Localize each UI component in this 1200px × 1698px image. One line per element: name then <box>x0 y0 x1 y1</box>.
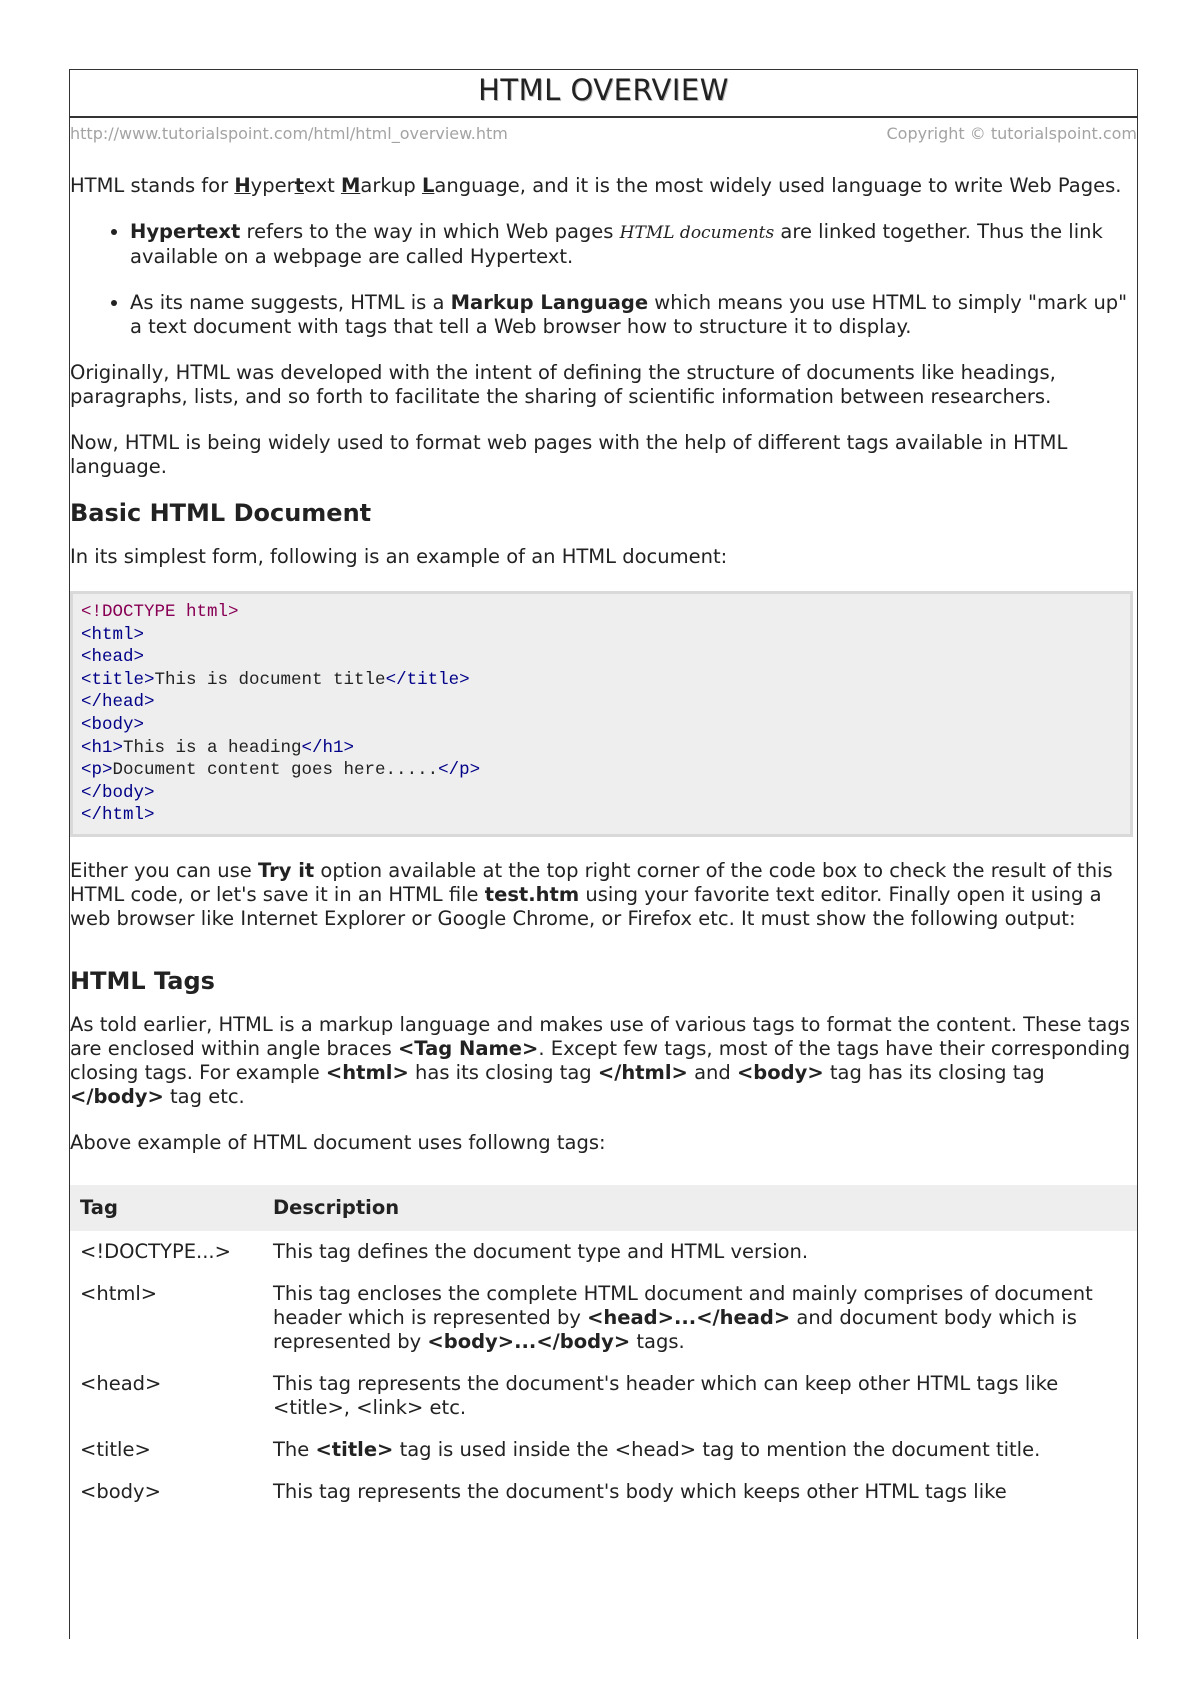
code-line: <title>This is document title</title> <box>81 669 470 690</box>
section-heading-tags: HTML Tags <box>70 966 215 995</box>
section-heading-basic: Basic HTML Document <box>70 499 372 527</box>
article-body <box>70 174 1137 1513</box>
description-cell: This tag encloses the complete HTML document and mainly comprises of document header which is represented by <head>...</head> and document body which is represented by <body>...</body> tags. <box>273 1281 1093 1353</box>
code-line: </body> <box>81 782 155 803</box>
column-header-tag: Tag <box>70 1185 263 1231</box>
list-item: • As its name suggests, HTML is a Markup Language which means you use HTML to simply "mark up" a text document with tags that tell a Web browser how to structure it to display. <box>130 291 1137 339</box>
copyright-text: Copyright © tutorialspoint.com <box>886 124 1137 143</box>
section-intro: In its simplest form, following is an example of an HTML document: <box>70 545 728 568</box>
description-cell: The <title> tag is used inside the <head> tag to mention the document title. <box>273 1437 1041 1461</box>
page-title: HTML OVERVIEW <box>70 70 1137 118</box>
code-box[interactable] <box>70 591 1133 837</box>
code-line: </head> <box>81 692 155 713</box>
table-row <box>70 1471 1137 1513</box>
table-row <box>70 1363 1137 1429</box>
tags-paragraph: As told earlier, HTML is a markup language and makes use of various tags to format the content. These tags are enclosed within angle braces <Tag Name>. Except few tags, most of the tags have their corresponding closing tags. For example <html> has its closing tag </html> and <body> tag has its closing tag </body> tag etc. <box>70 1012 1131 1108</box>
table-intro: Above example of HTML document uses followng tags: <box>70 1130 606 1154</box>
table-row <box>70 1429 1137 1471</box>
source-url[interactable]: http://www.tutorialspoint.com/html/html_overview.htm <box>70 124 508 143</box>
page-meta <box>70 118 1137 150</box>
description-cell: This tag represents the document's body which keeps other HTML tags like <box>273 1479 1007 1503</box>
history-paragraph: Originally, HTML was developed with the intent of defining the structure of documents like headings, paragraphs, lists, and so forth to facilitate the sharing of scientific information between researchers. <box>70 361 1056 408</box>
definition-list <box>70 220 1137 339</box>
intro-paragraph: HTML stands for Hypertext Markup Language, and it is the most widely used language to write Web Pages. <box>70 174 1122 197</box>
instructions-paragraph: Either you can use Try it option available at the top right corner of the code box to check the result of this HTML code, or let's save it in an HTML file test.htm using your favorite text editor. Finally open it using a web browser like Internet Explorer or Google Chrome, or Firefox etc. It must show the following output: <box>70 858 1113 930</box>
code-line: <!DOCTYPE html> <box>81 602 239 622</box>
code-line: <h1>This is a heading</h1> <box>81 737 355 758</box>
tags-table <box>70 1185 1137 1513</box>
code-line: <head> <box>81 647 145 668</box>
tag-cell: <body> <box>80 1479 161 1503</box>
code-line: <html> <box>81 624 145 645</box>
usage-paragraph: Now, HTML is being widely used to format web pages with the help of different tags available in HTML language. <box>70 431 1068 478</box>
tag-cell: <html> <box>80 1281 158 1305</box>
tag-cell: <head> <box>80 1371 162 1395</box>
description-cell: This tag defines the document type and HTML version. <box>273 1239 809 1263</box>
document-page <box>69 69 1138 1639</box>
tag-cell: <!DOCTYPE...> <box>80 1239 231 1263</box>
table-header-row <box>70 1185 1137 1231</box>
tag-cell: <title> <box>80 1437 151 1461</box>
table-row <box>70 1273 1137 1363</box>
code-line: <body> <box>81 714 145 735</box>
code-line: <p>Document content goes here.....</p> <box>81 760 481 781</box>
column-header-description: Description <box>263 1185 1137 1231</box>
code-line: </html> <box>81 805 155 826</box>
description-cell: This tag represents the document's header which can keep other HTML tags like <title>, <link> etc. <box>273 1371 1059 1419</box>
table-row <box>70 1231 1137 1273</box>
list-item: • Hypertext refers to the way in which Web pages HTML documents are linked together. Thus the link available on a webpage are called Hypertext. <box>130 220 1137 269</box>
